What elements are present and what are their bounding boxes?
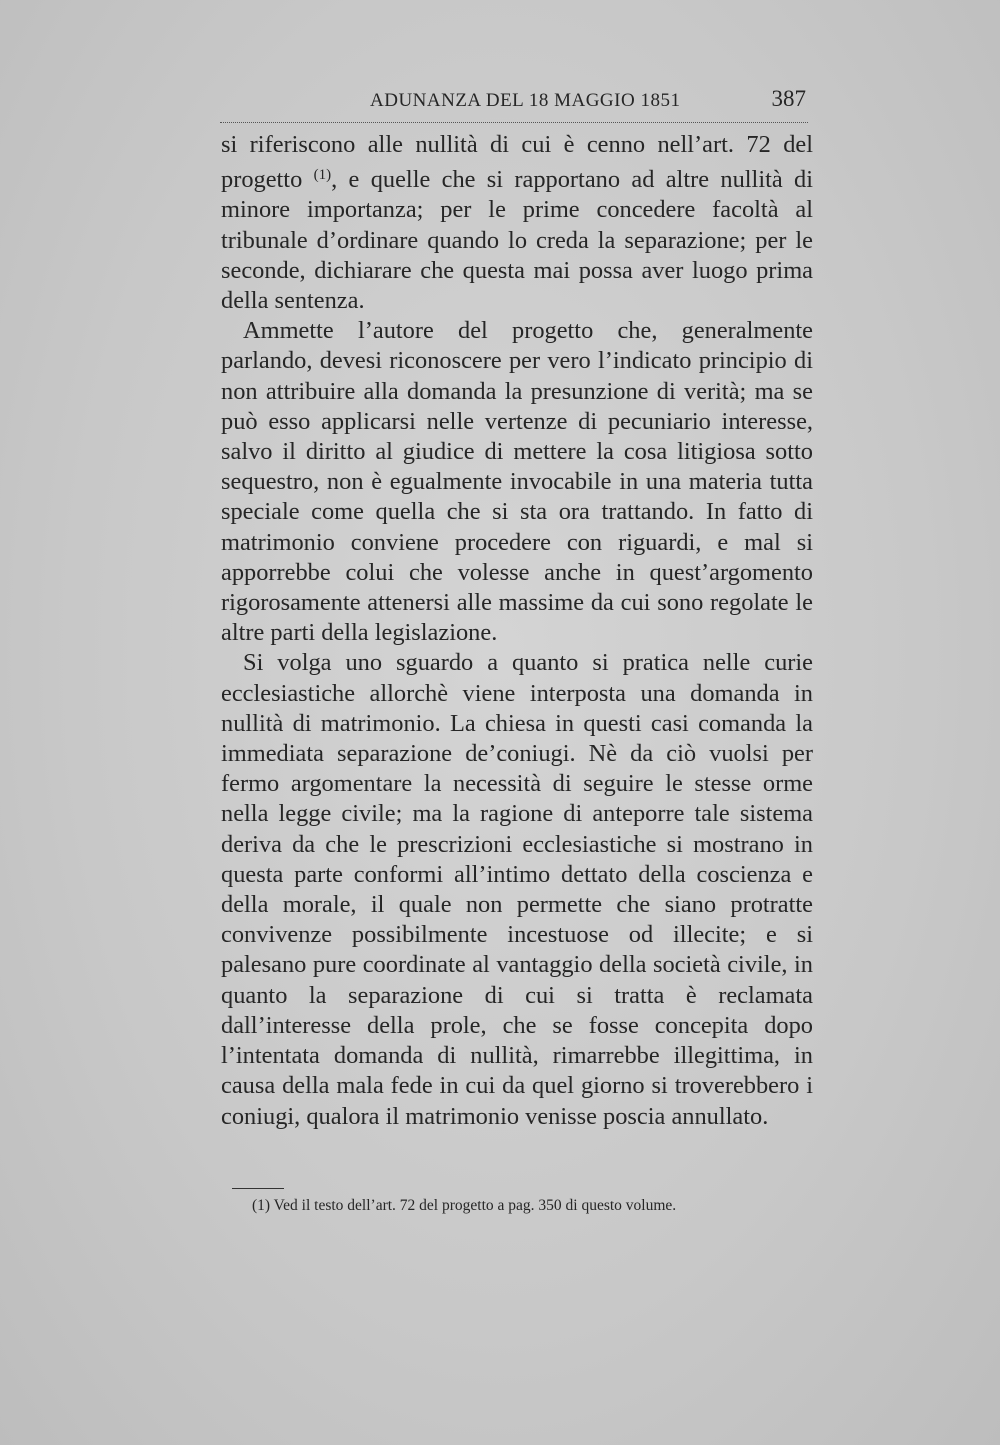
paragraph-1: [221, 130, 813, 316]
footnote: (1) Ved il testo dell’art. 72 del progetto a pag. 350 di questo volume.: [252, 1197, 677, 1214]
page-number: 387: [771, 86, 806, 111]
paragraph-2: Ammette l’autore del progetto che, generalmente parlando, devesi riconoscere per vero l’indicato principio di non attribuire alla domanda la presunzione di verità; ma se può esso applicarsi nelle vertenze di pecuniario interesse, salvo il diritto al giudice di mettere la cosa litigiosa sotto sequestro, non è egualmente invocabile in una materia tutta speciale come quella che si sta ora trattando. In fatto di matrimonio conviene procedere con riguardi, e mal si apporrebbe colui che volesse anche in quest’argomento rigorosamente attenersi alle massime da cui sono regolate le altre parti della legislazione.: [221, 317, 813, 647]
footnote-reference: (1): [313, 167, 332, 184]
paragraph-1-text-continued: , e quelle che si rapportano ad altre nullità di minore importanza; per le prime concedere facoltà al tribunale d’ordinare quando lo creda la separazione; per le seconde, dichiarare che questa mai possa aver luogo prima della sentenza.: [221, 166, 813, 315]
page-header: [220, 82, 808, 123]
paragraph-3: Si volga uno sguardo a quanto si pratica nelle curie ecclesiastiche allorchè viene interposta una domanda in nullità di matrimonio. La chiesa in questi casi comanda la immediata separazione de’coniugi. Nè da ciò vuolsi per fermo argomentare la necessità di seguire le stesse orme nella legge civile; ma la ragione di anteporre tale sistema deriva da che le prescrizioni ecclesiastiche si mostrano in questa parte conformi all’intimo dettato della coscienza e della morale, il quale non permette che siano protratte convivenze possibilmente incestuose od illecite; e si palesano pure coordinate al vantaggio della società civile, in quanto la separazione di cui si tratta è reclamata dall’interesse della prole, che se fosse concepita dopo l’intentata domanda di nullità, rimarrebbe illegittima, in causa della mala fede in cui da quel giorno si troverebbero i coniugi, qualora il matrimonio venisse poscia annullato.: [221, 649, 813, 1130]
footnote-rule: [232, 1188, 284, 1189]
body-text: [221, 130, 813, 1132]
running-head: ADUNANZA DEL 18 MAGGIO 1851: [370, 90, 681, 111]
paragraph-1-text: si riferiscono alle nullità di cui è cenno nell’art. 72 del progetto: [221, 131, 813, 194]
